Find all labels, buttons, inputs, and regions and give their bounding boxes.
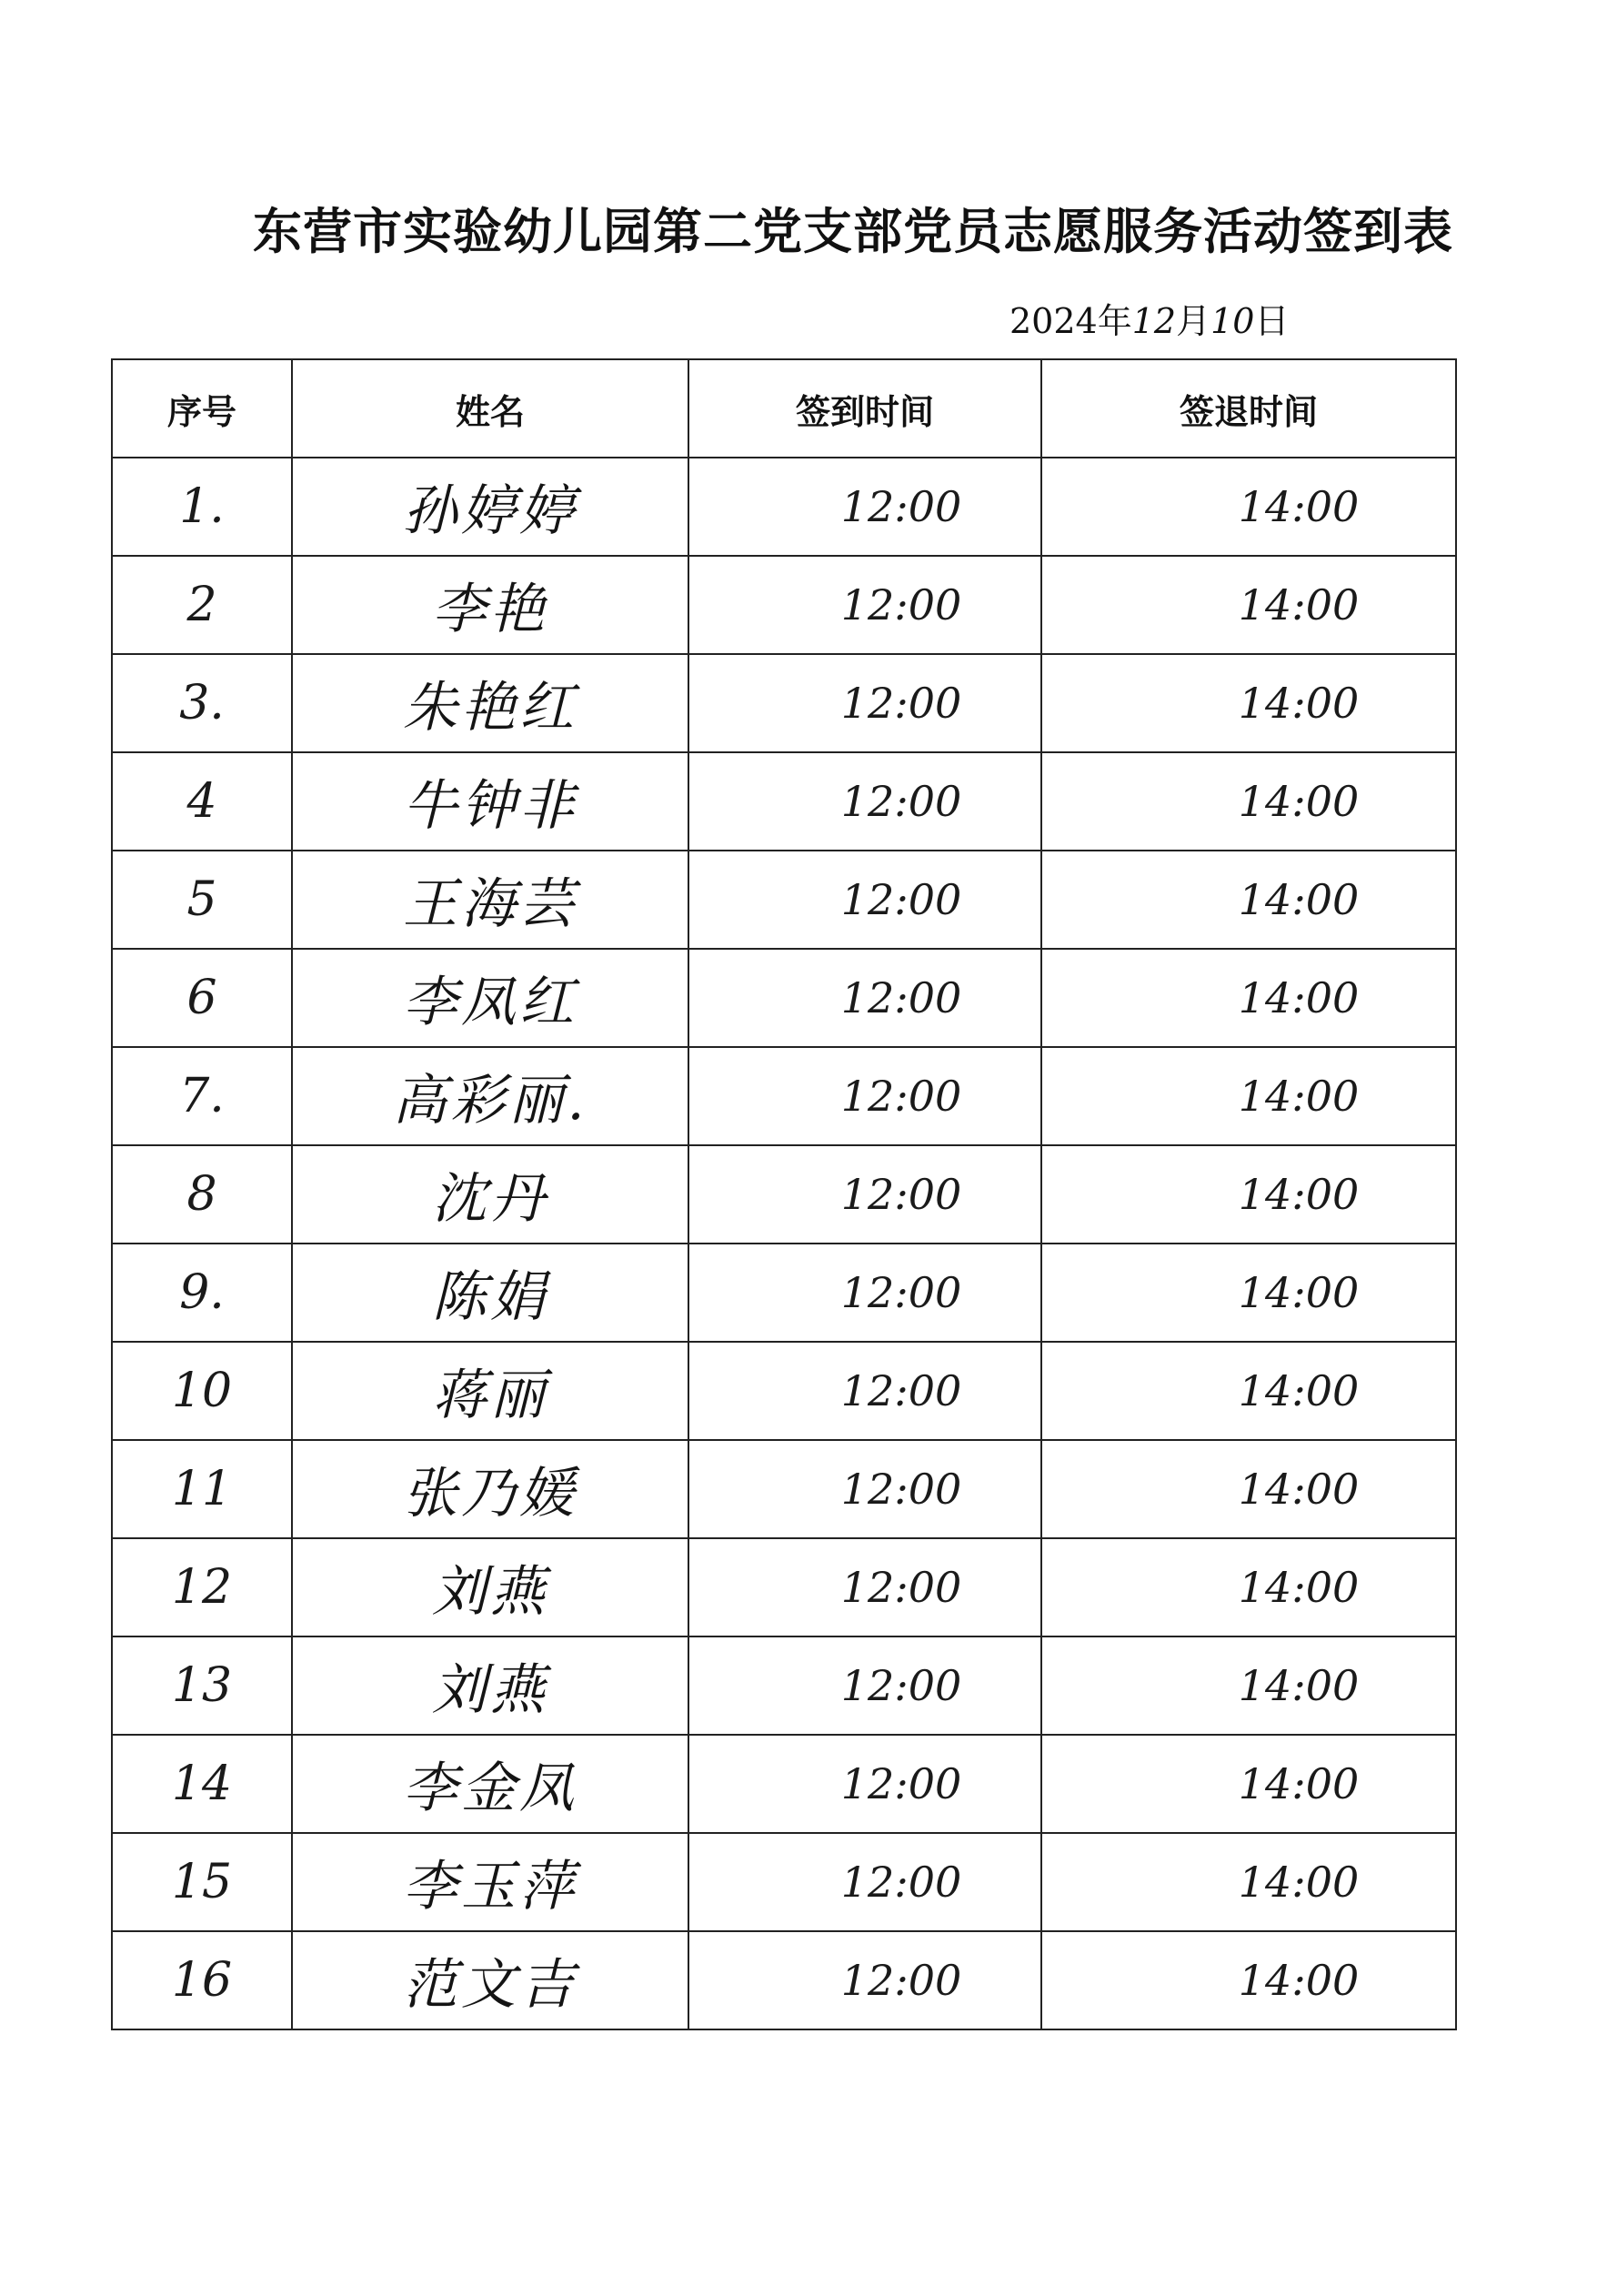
row-seq: 6 bbox=[112, 949, 292, 1047]
row-seq: 16 bbox=[112, 1931, 292, 2029]
row-name: 刘燕 bbox=[292, 1636, 688, 1735]
header-name: 姓名 bbox=[292, 359, 688, 458]
table-row bbox=[112, 1833, 1456, 1931]
row-seq: 10 bbox=[112, 1342, 292, 1440]
page-date bbox=[1009, 293, 1289, 343]
row-sign-out: 14:00 bbox=[1041, 1145, 1456, 1244]
row-seq: 12 bbox=[112, 1538, 292, 1636]
row-name: 王海芸 bbox=[292, 851, 688, 949]
date-day-unit: 日 bbox=[1254, 301, 1290, 341]
row-sign-out: 14:00 bbox=[1041, 1931, 1456, 2029]
row-sign-out: 14:00 bbox=[1041, 1538, 1456, 1636]
row-sign-out: 14:00 bbox=[1041, 1735, 1456, 1833]
row-sign-in: 12:00 bbox=[688, 851, 1041, 949]
date-year: 2024 bbox=[1009, 301, 1098, 341]
header-sign-in: 签到时间 bbox=[688, 359, 1041, 458]
table-row bbox=[112, 556, 1456, 654]
header-seq: 序号 bbox=[112, 359, 292, 458]
row-sign-out: 14:00 bbox=[1041, 851, 1456, 949]
table-row bbox=[112, 752, 1456, 851]
table-body bbox=[112, 458, 1456, 2029]
table-header-row bbox=[112, 359, 1456, 458]
row-sign-in: 12:00 bbox=[688, 1145, 1041, 1244]
row-sign-out: 14:00 bbox=[1041, 556, 1456, 654]
row-name: 蒋丽 bbox=[292, 1342, 688, 1440]
row-name: 高彩丽. bbox=[292, 1047, 688, 1145]
row-sign-out: 14:00 bbox=[1041, 1636, 1456, 1735]
date-year-unit: 年 bbox=[1097, 301, 1132, 341]
row-sign-in: 12:00 bbox=[688, 949, 1041, 1047]
row-sign-in: 12:00 bbox=[688, 458, 1041, 556]
row-sign-out: 14:00 bbox=[1041, 1244, 1456, 1342]
row-name: 孙婷婷 bbox=[292, 458, 688, 556]
row-sign-out: 14:00 bbox=[1041, 1440, 1456, 1538]
row-seq: 3. bbox=[112, 654, 292, 752]
row-sign-in: 12:00 bbox=[688, 1244, 1041, 1342]
row-name: 李凤红 bbox=[292, 949, 688, 1047]
row-sign-in: 12:00 bbox=[688, 556, 1041, 654]
row-sign-in: 12:00 bbox=[688, 1735, 1041, 1833]
row-sign-in: 12:00 bbox=[688, 1342, 1041, 1440]
table-row bbox=[112, 1636, 1456, 1735]
row-name: 李金凤 bbox=[292, 1735, 688, 1833]
row-name: 牛钟非 bbox=[292, 752, 688, 851]
date-day: 10 bbox=[1210, 301, 1255, 341]
date-month: 12 bbox=[1131, 301, 1177, 341]
row-seq: 8 bbox=[112, 1145, 292, 1244]
row-seq: 5 bbox=[112, 851, 292, 949]
table-row bbox=[112, 1342, 1456, 1440]
table-row bbox=[112, 1931, 1456, 2029]
row-name: 李玉萍 bbox=[292, 1833, 688, 1931]
row-name: 沈丹 bbox=[292, 1145, 688, 1244]
sign-in-table bbox=[111, 358, 1457, 2030]
table-row bbox=[112, 1244, 1456, 1342]
table-row bbox=[112, 851, 1456, 949]
table-row bbox=[112, 1047, 1456, 1145]
row-sign-out: 14:00 bbox=[1041, 949, 1456, 1047]
row-sign-out: 14:00 bbox=[1041, 654, 1456, 752]
row-name: 刘燕 bbox=[292, 1538, 688, 1636]
row-seq: 2 bbox=[112, 556, 292, 654]
row-name: 范文吉 bbox=[292, 1931, 688, 2029]
row-seq: 9. bbox=[112, 1244, 292, 1342]
page-title: 东营市实验幼儿园第二党支部党员志愿服务活动签到表 bbox=[253, 202, 1453, 260]
row-name: 陈娟 bbox=[292, 1244, 688, 1342]
row-sign-out: 14:00 bbox=[1041, 1342, 1456, 1440]
table-row bbox=[112, 1735, 1456, 1833]
row-seq: 11 bbox=[112, 1440, 292, 1538]
table-row bbox=[112, 1145, 1456, 1244]
row-sign-in: 12:00 bbox=[688, 1538, 1041, 1636]
row-sign-in: 12:00 bbox=[688, 752, 1041, 851]
table-row bbox=[112, 1538, 1456, 1636]
row-seq: 13 bbox=[112, 1636, 292, 1735]
table-row bbox=[112, 654, 1456, 752]
row-seq: 14 bbox=[112, 1735, 292, 1833]
row-name: 朱艳红 bbox=[292, 654, 688, 752]
header-sign-out: 签退时间 bbox=[1041, 359, 1456, 458]
table-row bbox=[112, 458, 1456, 556]
table-row bbox=[112, 949, 1456, 1047]
row-sign-out: 14:00 bbox=[1041, 1833, 1456, 1931]
row-sign-in: 12:00 bbox=[688, 1440, 1041, 1538]
row-sign-in: 12:00 bbox=[688, 1047, 1041, 1145]
row-name: 张乃媛 bbox=[292, 1440, 688, 1538]
table-row bbox=[112, 1440, 1456, 1538]
row-sign-in: 12:00 bbox=[688, 1833, 1041, 1931]
row-sign-in: 12:00 bbox=[688, 1636, 1041, 1735]
row-sign-out: 14:00 bbox=[1041, 458, 1456, 556]
row-seq: 7. bbox=[112, 1047, 292, 1145]
row-sign-in: 12:00 bbox=[688, 1931, 1041, 2029]
row-sign-in: 12:00 bbox=[688, 654, 1041, 752]
row-seq: 4 bbox=[112, 752, 292, 851]
date-month-unit: 月 bbox=[1176, 301, 1211, 341]
row-name: 李艳 bbox=[292, 556, 688, 654]
row-seq: 1. bbox=[112, 458, 292, 556]
row-seq: 15 bbox=[112, 1833, 292, 1931]
row-sign-out: 14:00 bbox=[1041, 752, 1456, 851]
row-sign-out: 14:00 bbox=[1041, 1047, 1456, 1145]
